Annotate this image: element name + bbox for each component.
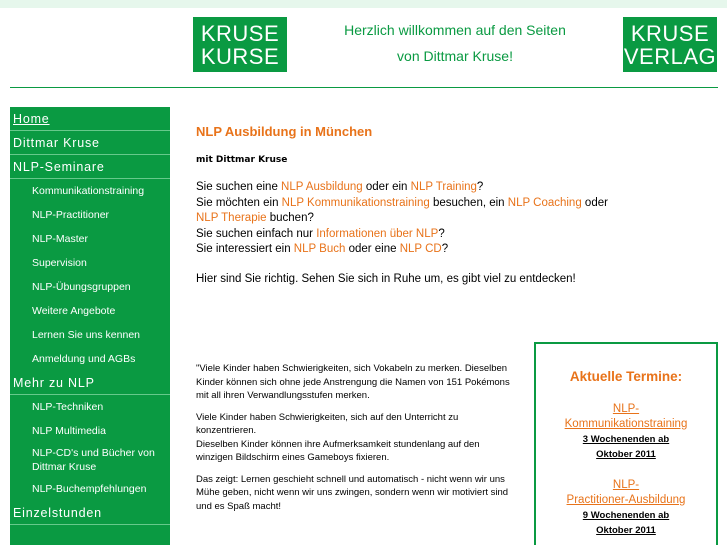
sidebar-item-weitere-angebote[interactable]: Weitere Angebote (32, 305, 116, 317)
sidebar-item-nlp-uebungsgruppen[interactable]: NLP-Übungsgruppen (32, 281, 131, 293)
event-2-link[interactable] (536, 478, 716, 508)
sidebar-item-nlp-buchempfehlungen[interactable]: NLP-Buchempfehlungen (32, 483, 147, 495)
event-1-link[interactable] (536, 402, 716, 432)
link-nlp-coaching[interactable]: NLP Coaching (507, 196, 582, 209)
quote-paragraph-1: "Viele Kinder haben Schwierigkeiten, sich Vokabeln zu merken. Dieselben Kinder können sich ohne jede Anstrengung die Namen von 151 Pokémons mit all ihren Verwandlungsstufen merken. (196, 363, 510, 401)
sidebar-item-lernen-sie-uns-kennen[interactable]: Lernen Sie uns kennen (32, 329, 140, 341)
text: besuchen, ein (429, 196, 508, 209)
header (0, 8, 727, 90)
welcome-line-2: von Dittmar Kruse! (397, 48, 513, 64)
link-nlp-cd[interactable]: NLP CD (399, 243, 442, 255)
sidebar-item-nlp-cds-buecher[interactable]: NLP-CD's und Bücher von Dittmar Kruse (32, 447, 155, 473)
sidebar-item-nlp-seminare[interactable]: NLP-Seminare (10, 155, 170, 179)
logo-right-line2: VERLAG (623, 44, 717, 69)
welcome-line-1: Herzlich willkommen auf den Seiten (344, 22, 566, 38)
quote-paragraph-3: Das zeigt: Lernen geschieht schnell und automatisch - nicht wenn wir uns Mühe geben, nicht wenn wir uns zwingen, sondern wenn wir motiviert sind und es Spaß macht! (196, 473, 509, 512)
kruse-kurse-logo[interactable] (193, 17, 287, 72)
closing-paragraph: Hier sind Sie richtig. Sehen Sie sich in Ruhe um, es gibt viel zu entdecken! (196, 272, 576, 285)
text: ? (441, 243, 449, 255)
link-nlp-buch[interactable]: NLP Buch (293, 243, 346, 255)
link-nlp-therapie[interactable]: NLP Therapie (196, 212, 267, 224)
kruse-verlag-logo[interactable] (623, 17, 717, 72)
link-informationen-ueber-nlp[interactable]: Informationen über NLP (316, 227, 439, 240)
sidebar-item-anmeldung-agbs[interactable]: Anmeldung und AGBs (32, 353, 136, 365)
text: Sie möchten ein (196, 196, 282, 209)
text: oder eine (345, 243, 400, 255)
intro-line-2 (196, 196, 716, 212)
event-2-line-2[interactable]: Practitioner-Ausbildung (566, 494, 686, 506)
top-strip (0, 0, 727, 8)
event-1-line-2[interactable]: Kommunikationstraining (564, 418, 688, 430)
link-nlp-kommunikationstraining[interactable]: NLP Kommunikationstraining (281, 196, 430, 209)
header-divider (10, 87, 718, 88)
sidebar-item-nlp-master[interactable]: NLP-Master (32, 233, 89, 245)
sidebar-item-nlp-practitioner[interactable]: NLP-Practitioner (32, 209, 110, 221)
text: Sie suchen eine (196, 181, 282, 193)
sidebar-item-nlp-multimedia[interactable]: NLP Multimedia (32, 425, 106, 437)
text: ? (438, 227, 445, 240)
quote-block (196, 362, 516, 521)
event-2-line-1[interactable]: NLP- (612, 479, 640, 491)
sidebar-item-nlp-techniken[interactable]: NLP-Techniken (32, 401, 104, 413)
sidebar-item-supervision[interactable]: Supervision (32, 257, 87, 269)
page-subtitle: mit Dittmar Kruse (196, 155, 288, 165)
sidebar-item-mehr-zu-nlp[interactable]: Mehr zu NLP (10, 371, 170, 395)
quote-paragraph-2 (196, 411, 516, 465)
intro-line-3 (196, 211, 716, 227)
sidebar-item-home[interactable]: Home (10, 107, 170, 131)
intro-paragraph (196, 180, 716, 258)
sidebar-item-einzelstunden[interactable]: Einzelstunden (10, 501, 170, 525)
event-2-date-1[interactable]: 9 Wochenenden ab (582, 510, 670, 521)
link-nlp-ausbildung[interactable]: NLP Ausbildung (281, 181, 363, 193)
logo-left-line1: KRUSE (200, 21, 280, 46)
text: Sie interessiert ein (196, 243, 294, 255)
text: ? (476, 181, 484, 193)
intro-line-5 (196, 242, 716, 258)
event-2-date-2[interactable]: Oktober 2011 (596, 525, 656, 536)
sidebar-item-kommunikationstraining[interactable]: Kommunikationstraining (32, 185, 145, 197)
main-content (196, 124, 716, 285)
quote-p2-line-b: Dieselben Kinder können ihre Aufmerksamkeit stundenlang auf den winzigen Bildschirm eines Gameboys fixieren. (196, 438, 480, 463)
intro-line-1 (196, 180, 716, 196)
text: oder (581, 196, 608, 209)
termine-box (534, 342, 718, 545)
logo-right-line1: KRUSE (630, 21, 710, 46)
event-1-date-2[interactable]: Oktober 2011 (596, 449, 656, 460)
link-nlp-training[interactable]: NLP Training (410, 181, 477, 193)
text: buchen? (266, 212, 314, 224)
sidebar-item-dittmar-kruse[interactable]: Dittmar Kruse (10, 131, 170, 155)
text: oder ein (362, 181, 411, 193)
page-title: NLP Ausbildung in München (196, 124, 373, 139)
termine-heading: Aktuelle Termine: (569, 369, 683, 384)
quote-p2-line-a: Viele Kinder haben Schwierigkeiten, sich auf den Unterricht zu konzentrieren. (196, 411, 459, 436)
intro-line-4 (196, 227, 716, 243)
logo-left-line2: KURSE (200, 44, 280, 69)
event-1-date-1[interactable]: 3 Wochenenden ab (582, 434, 670, 445)
sidebar-nav (10, 107, 170, 545)
event-1-line-1[interactable]: NLP- (612, 403, 640, 415)
text: Sie suchen einfach nur (196, 227, 317, 240)
